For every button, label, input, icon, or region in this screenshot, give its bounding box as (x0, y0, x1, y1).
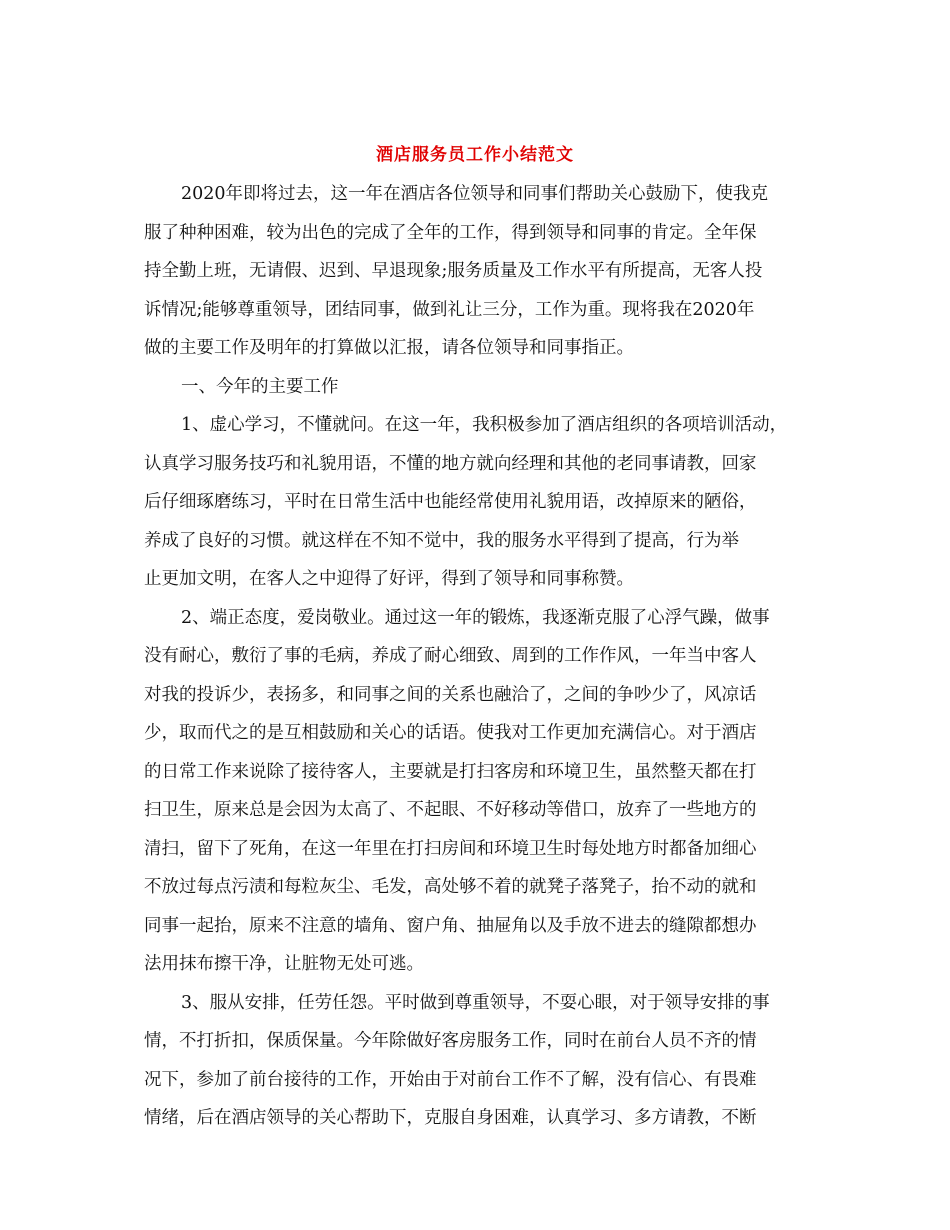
text-line: 法用抹布擦干净，让脏物无处可逃。 (144, 954, 424, 974)
text-line: 后仔细琢磨练习，平时在日常生活中也能经常使用礼貌用语，改掉原来的陋俗， (144, 492, 757, 512)
text-line: 扫卫生，原来总是会因为太高了、不起眼、不好移动等借口，放弃了一些地方的 (144, 800, 757, 820)
text-line: 1、虚心学习，不懂就问。在这一年，我积极参加了酒店组织的各项培训活动， (181, 415, 788, 435)
text-line: 的日常工作来说除了接待客人，主要就是打扫客房和环境卫生，虽然整天都在打 (144, 761, 757, 782)
text-line: 一、今年的主要工作 (181, 376, 339, 397)
document-title: 酒店服务员工作小结范文 (376, 145, 574, 165)
text-line: 服了种种困难，较为出色的完成了全年的工作，得到领导和同事的肯定。全年保 (144, 222, 757, 243)
document-body (144, 175, 806, 1138)
text-line: 2、端正态度，爱岗敬业。通过这一年的锻炼，我逐渐克服了心浮气躁，做事 (181, 607, 770, 628)
text-line: 同事一起抬，原来不注意的墙角、窗户角、抽屉角以及手放不进去的缝隙都想办 (144, 915, 757, 936)
text-line: 情，不打折扣，保质保量。今年除做好客房服务工作，同时在前台人员不齐的情 (144, 1031, 757, 1051)
text-line: 认真学习服务技巧和礼貌用语，不懂的地方就向经理和其他的老同事请教，回家 (144, 453, 757, 474)
text-line: 做的主要工作及明年的打算做以汇报，请各位领导和同事指正。 (144, 338, 634, 358)
text-line: 养成了良好的习惯。就这样在不知不觉中，我的服务水平得到了提高，行为举 (144, 530, 739, 551)
text-line: 3、服从安排，任劳任怨。平时做到尊重领导，不耍心眼，对于领导安排的事 (181, 992, 770, 1013)
text-line: 不放过每点污渍和每粒灰尘、毛发，高处够不着的就凳子落凳子，抬不动的就和 (144, 877, 757, 897)
text-line: 没有耐心，敷衍了事的毛病，养成了耐心细致、周到的工作作风，一年当中客人 (144, 646, 757, 666)
text-line: 清扫，留下了死角，在这一年里在打扫房间和环境卫生时每处地方时都备加细心 (144, 838, 757, 859)
text-line: 止更加文明，在客人之中迎得了好评，得到了领导和同事称赞。 (144, 569, 634, 589)
text-line: 况下，参加了前台接待的工作，开始由于对前台工作不了解，没有信心、有畏难 (144, 1069, 757, 1090)
text-line: 对我的投诉少，表扬多，和同事之间的关系也融洽了，之间的争吵少了，风凉话 (144, 684, 757, 705)
text-line: 少，取而代之的是互相鼓励和关心的话语。使我对工作更加充满信心。对于酒店 (144, 723, 757, 743)
text-line: 持全勤上班，无请假、迟到、早退现象;服务质量及工作水平有所提高，无客人投 (144, 261, 763, 281)
text-line: 情绪，后在酒店领导的关心帮助下，克服自身困难，认真学习、多方请教，不断 (144, 1108, 757, 1128)
text-line: 2020年即将过去，这一年在酒店各位领导和同事们帮助关心鼓励下，使我克 (181, 184, 769, 204)
text-line: 诉情况;能够尊重领导，团结同事，做到礼让三分，工作为重。现将我在2020年 (144, 299, 755, 320)
